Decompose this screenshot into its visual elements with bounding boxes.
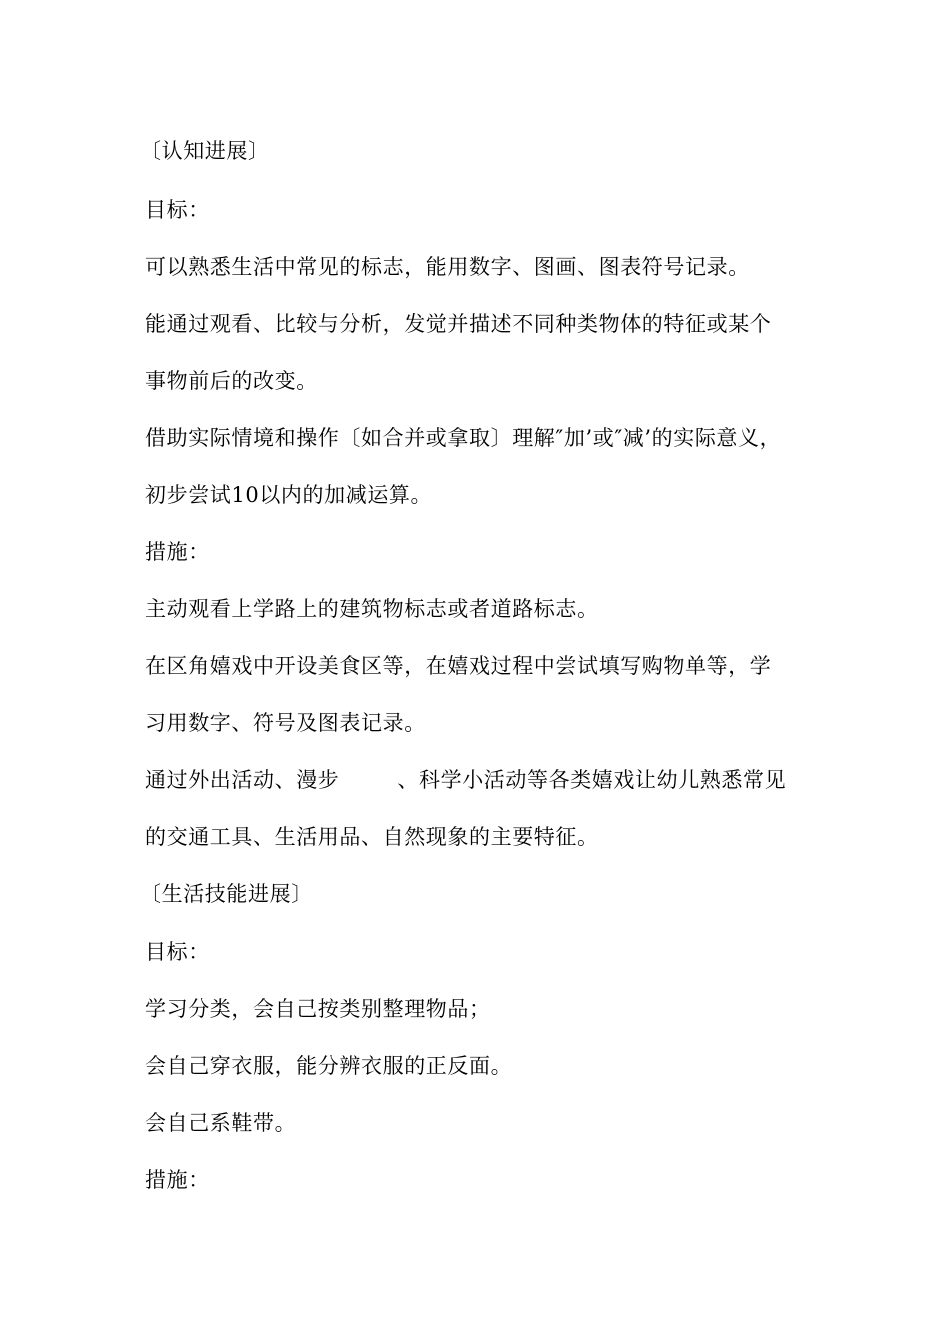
goals-label: 目标： xyxy=(145,198,210,222)
paragraph-fragment: 通过外出活动、漫步 xyxy=(145,768,340,792)
paragraph-line: 能通过观看、比较与分析，发觉并描述不同种类物体的特征或某个 xyxy=(145,312,772,336)
paragraph-line: 学习分类，会自己按类别整理物品； xyxy=(145,997,491,1021)
paragraph-line xyxy=(145,766,786,794)
paragraph-line: 习用数字、符号及图表记录。 xyxy=(145,711,426,735)
section-heading-life-skills: 〔生活技能进展〕 xyxy=(140,882,313,906)
goals-label: 目标： xyxy=(145,940,210,964)
paragraph-line: 会自己穿衣服，能分辨衣服的正反面。 xyxy=(145,1054,513,1078)
section-heading-cognitive: 〔认知进展〕 xyxy=(140,139,270,163)
paragraph-fragment: 、科学小活动等各类嬉戏让幼儿熟悉常见 xyxy=(397,768,787,792)
paragraph-line: 借助实际情境和操作〔如合并或拿取〕理解″加’或″减’的实际意义， xyxy=(145,426,782,450)
paragraph-line: 可以熟悉生活中常见的标志，能用数字、图画、图表符号记录。 xyxy=(145,255,750,279)
paragraph-line: 会自己系鞋带。 xyxy=(145,1111,297,1135)
paragraph-line: 主动观看上学路上的建筑物标志或者道路标志。 xyxy=(145,597,599,621)
paragraph-line: 在区角嬉戏中开设美食区等，在嬉戏过程中尝试填写购物单等，学 xyxy=(145,654,772,678)
paragraph-line: 初步尝试10以内的加减运算。 xyxy=(145,483,433,507)
paragraph-line: 事物前后的改变。 xyxy=(145,369,318,393)
measures-label: 措施： xyxy=(145,1168,210,1192)
measures-label: 措施： xyxy=(145,540,210,564)
paragraph-line: 的交通工具、生活用品、自然现象的主要特征。 xyxy=(145,825,599,849)
